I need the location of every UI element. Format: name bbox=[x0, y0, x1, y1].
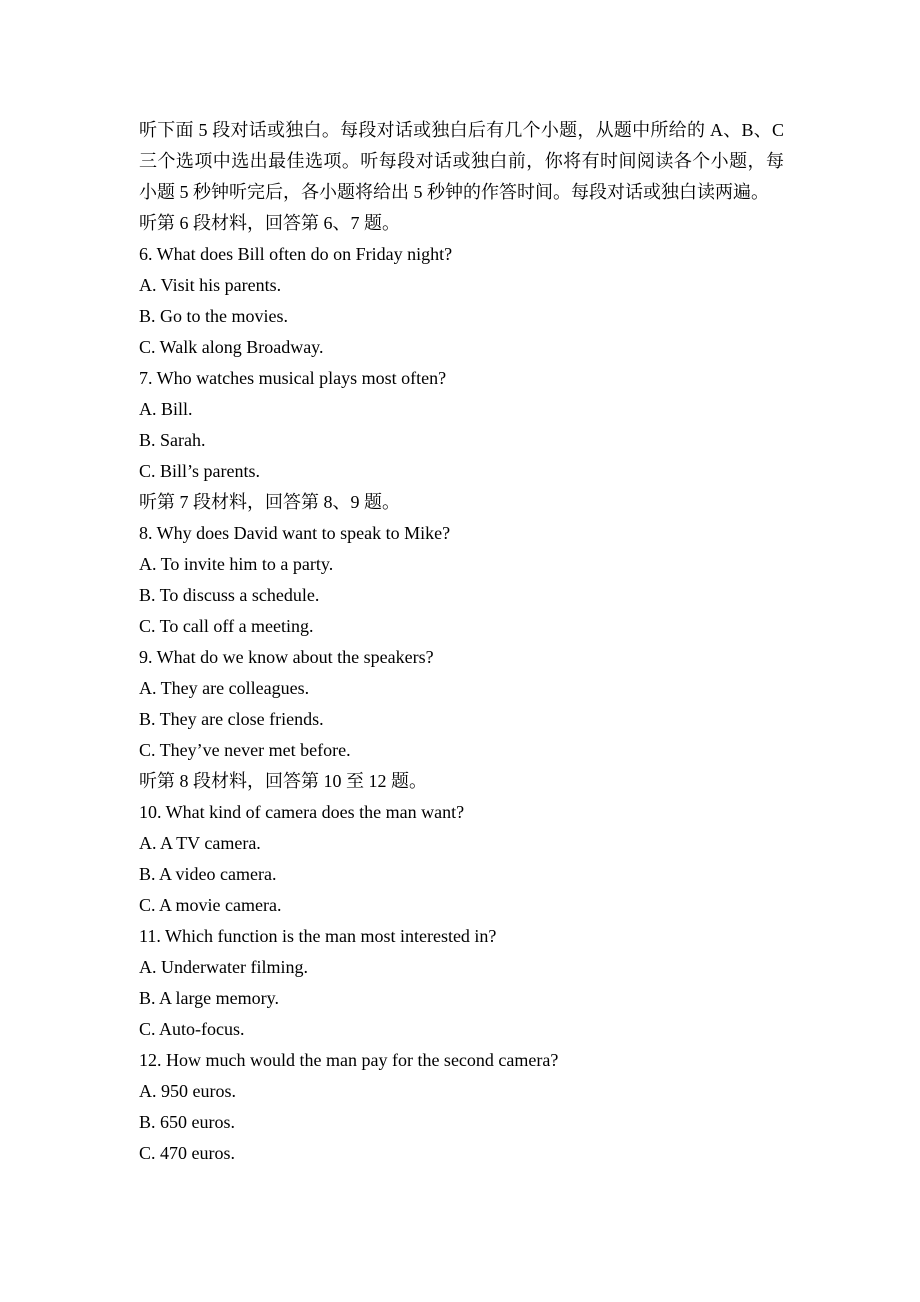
answer-option: C. Walk along Broadway. bbox=[139, 337, 324, 357]
answer-option: C. Bill’s parents. bbox=[139, 461, 260, 481]
answer-option: B. 650 euros. bbox=[139, 1112, 235, 1132]
question-stem: 12. How much would the man pay for the second camera? bbox=[139, 1050, 559, 1070]
answer-option: B. A large memory. bbox=[139, 988, 279, 1008]
answer-option: B. They are close friends. bbox=[139, 709, 324, 729]
instruction-line: 听下面 5 段对话或独白。每段对话或独白后有几个小题，从题中所给的 A、B、C bbox=[139, 120, 784, 140]
answer-option: A. Visit his parents. bbox=[139, 275, 282, 295]
answer-option: B. A video camera. bbox=[139, 864, 277, 884]
section-heading: 听第 6 段材料，回答第 6、7 题。 bbox=[139, 213, 400, 233]
answer-option: C. A movie camera. bbox=[139, 895, 282, 915]
question-stem: 6. What does Bill often do on Friday night? bbox=[139, 244, 453, 264]
question-stem: 11. Which function is the man most interested in? bbox=[139, 926, 497, 946]
listening-section bbox=[139, 766, 784, 1169]
answer-option: B. Sarah. bbox=[139, 430, 206, 450]
answer-option: A. Bill. bbox=[139, 399, 193, 419]
listening-section bbox=[139, 487, 784, 766]
exam-page bbox=[139, 115, 784, 1169]
answer-option: A. To invite him to a party. bbox=[139, 554, 334, 574]
question-stem: 10. What kind of camera does the man want? bbox=[139, 802, 465, 822]
answer-option: C. To call off a meeting. bbox=[139, 616, 314, 636]
question-stem: 9. What do we know about the speakers? bbox=[139, 647, 434, 667]
section-heading: 听第 8 段材料，回答第 10 至 12 题。 bbox=[139, 771, 427, 791]
answer-option: C. They’ve never met before. bbox=[139, 740, 351, 760]
instruction-line: 小题 5 秒钟听完后，各小题将给出 5 秒钟的作答时间。每段对话或独白读两遍。 bbox=[139, 182, 769, 202]
answer-option: A. A TV camera. bbox=[139, 833, 261, 853]
question-stem: 8. Why does David want to speak to Mike? bbox=[139, 523, 451, 543]
answer-option: A. They are colleagues. bbox=[139, 678, 310, 698]
answer-option: A. Underwater filming. bbox=[139, 957, 308, 977]
answer-option: A. 950 euros. bbox=[139, 1081, 236, 1101]
listening-section bbox=[139, 208, 784, 487]
answer-option: C. 470 euros. bbox=[139, 1143, 235, 1163]
answer-option: B. To discuss a schedule. bbox=[139, 585, 320, 605]
section-heading: 听第 7 段材料，回答第 8、9 题。 bbox=[139, 492, 400, 512]
question-stem: 7. Who watches musical plays most often? bbox=[139, 368, 447, 388]
answer-option: C. Auto-focus. bbox=[139, 1019, 245, 1039]
listening-instructions bbox=[139, 115, 784, 208]
question-sections bbox=[139, 208, 784, 1169]
instruction-line: 三个选项中选出最佳选项。听每段对话或独白前，你将有时间阅读各个小题，每 bbox=[139, 151, 784, 171]
answer-option: B. Go to the movies. bbox=[139, 306, 288, 326]
